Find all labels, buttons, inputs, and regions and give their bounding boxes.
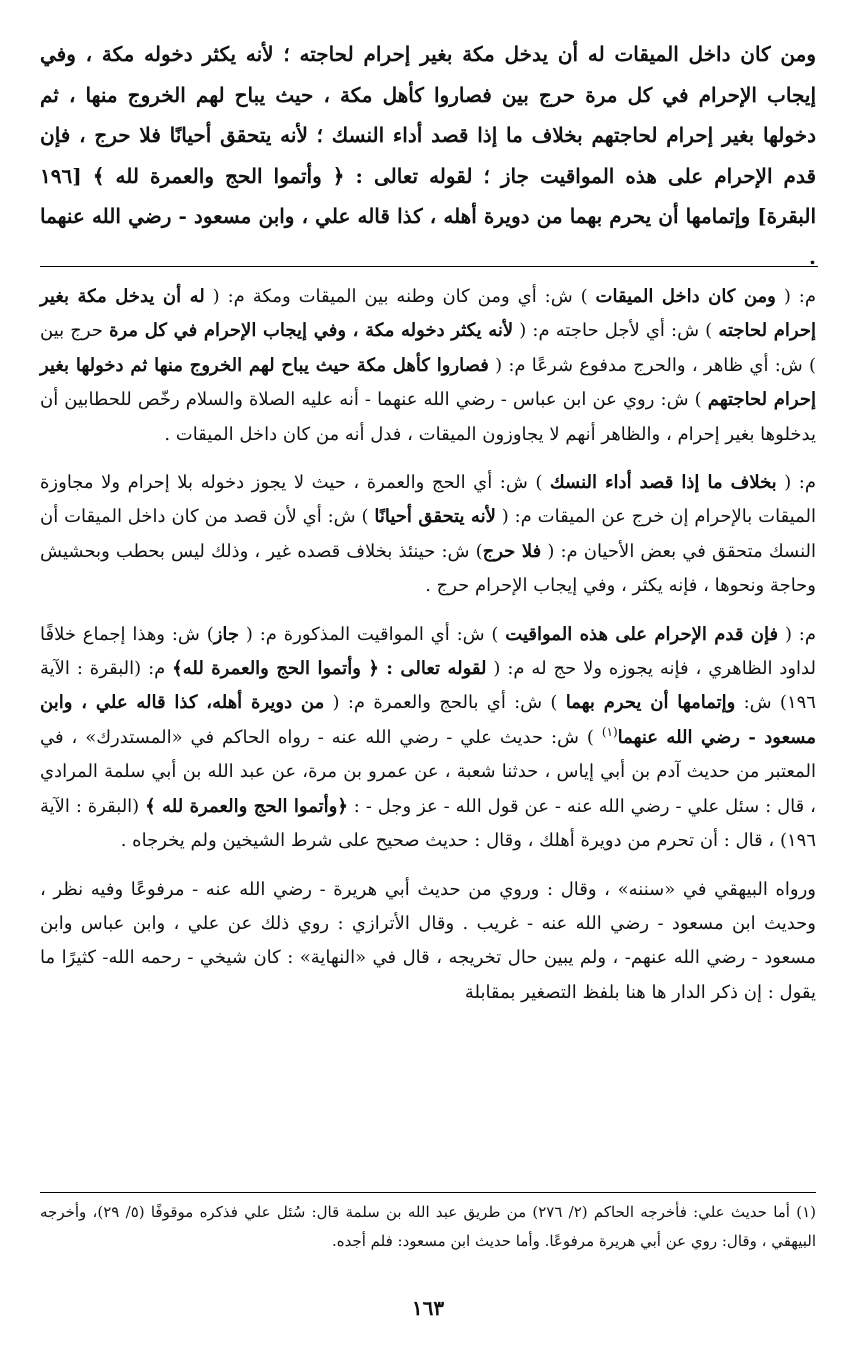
quoted-matn: له أن يدخل مكة بغير إحرام لحاجته bbox=[40, 286, 816, 342]
quoted-matn: بخلاف ما إذا قصد أداء النسك bbox=[549, 472, 777, 494]
footnote-divider bbox=[40, 1192, 816, 1193]
quoted-matn: جاز bbox=[213, 623, 240, 645]
quoted-matn: فلا حرج bbox=[482, 540, 542, 562]
commentary-text: م: ( bbox=[775, 286, 816, 307]
commentary-text: م: (البقرة : الآية ١٩٦) ش: bbox=[40, 658, 816, 714]
commentary-text: م: ( bbox=[778, 623, 817, 645]
commentary-text: ) ش: روي عن ابن عباس - رضي الله عنهما - أنه عليه الصلاة والسلام رخّص للحطابين أن يدخلوها بغير إحرام ، والظاهر أنهم لا يجاوزون الميقات ، فدل أنه من كان داخل الميقات . bbox=[40, 389, 816, 445]
footnote-marker[interactable]: (١) bbox=[601, 724, 618, 739]
page-number: ١٦٣ bbox=[411, 1296, 445, 1320]
commentary-text: ) ش: وهذا إجماع خلافًا لداود الظاهري ، فإنه يجوزه ولا حج له م: ( bbox=[40, 623, 816, 680]
main-text: ومن كان داخل الميقات له أن يدخل مكة بغير إحرام لحاجته ؛ لأنه يكثر دخوله مكة ، وفي إيجاب الإحرام في كل مرة حرج بين فصاروا كأهل مكة ، حيث يباح لهم الخروج منها ، ثم دخولها بغير إحرام لحاجتهم بخلاف ما إذا قصد أداء النسك ؛ لأنه يتحقق أحيانًا فلا حرج ، فإن قدم الإحرام على هذه المواقيت جاز ؛ لقوله تعالى : ﴿ وأتموا الحج والعمرة لله ﴾ [١٩٦ البقرة] وإتمامها أن يحرم بهما من دويرة أهله ، كذا قاله علي ، وابن مسعود - رضي الله عنهما . bbox=[40, 42, 816, 269]
commentary-paragraph-2 bbox=[40, 466, 816, 604]
quoted-matn: لأنه يكثر دخوله مكة ، وفي إيجاب الإحرام في كل مرة bbox=[109, 320, 514, 342]
commentary-text: ) ش: أي الحج والعمرة ، حيث لا يجوز دخوله بلا إحرام ولا مجاوزة الميقات بالإحرام إن خرج عن الميقات م: ( bbox=[40, 472, 817, 528]
commentary-text: ) ش: أي ومن كان وطنه بين الميقات ومكة م: ( bbox=[204, 286, 596, 307]
commentary-paragraph-3 bbox=[40, 618, 816, 859]
footnote: (١) أما حديث علي: فأخرجه الحاكم (٢/ ٢٧٦) من طريق عبد الله بن سلمة قال: سُئل علي فذكره موقوفًا (٥/ ٢٩)، وأخرجه البيهقي ، وقال: روي عن أبي هريرة مرفوعًا. وأما حديث ابن مسعود: فلم أجده. bbox=[40, 1203, 817, 1250]
quoted-matn: لأنه يتحقق أحيانًا bbox=[374, 506, 496, 528]
commentary-text: ) ش: حينئذ بخلاف قصده غير ، وذلك ليس بحطب وبحشيش وحاجة ونحوها ، فإنه يكثر ، وفي إيجاب الإحرام حرج . bbox=[40, 540, 816, 597]
commentary bbox=[40, 280, 816, 1024]
commentary-text: ) ش: حديث علي - رضي الله عنه - رواه الحاكم في «المستدرك» ، في المعتبر من حديث آدم بن أبي إياس ، حدثنا شعبة ، عن عمرو بن مرة، عن عبد الله بن أبي سلمة المرادي ، قال : سئل علي - رضي الله عنه - عن قول الله - عز وجل - : bbox=[40, 726, 816, 817]
section-divider bbox=[40, 266, 818, 267]
quoted-matn: فإن قدم الإحرام على هذه المواقيت bbox=[505, 623, 779, 645]
quran-quote: ﴿وأتموا الحج والعمرة لله ﴾ bbox=[145, 795, 348, 817]
quoted-matn: فصاروا كأهل مكة حيث يباح لهم الخروج منها ثم دخولها بغير إحرام لحاجتهم bbox=[40, 354, 816, 411]
commentary-text: ) ش: أي لأن قصد من كان داخل الميقات أن النسك متحقق في بعض الأحيان م: ( bbox=[40, 506, 816, 562]
commentary-text: حرج بين ) ش: أي ظاهر ، والحرج مدفوع شرعًا م: ( bbox=[40, 320, 816, 376]
quoted-matn: لقوله تعالى : ﴿ وأتموا الحج والعمرة لله﴾ bbox=[172, 658, 487, 680]
quoted-matn: وإتمامها أن يحرم بهما bbox=[565, 692, 736, 714]
commentary-text: ) ش: أي بالحج والعمرة م: ( bbox=[324, 692, 566, 714]
commentary-text: ) ش: أي المواقيت المذكورة م: ( bbox=[239, 623, 506, 645]
commentary-text: م: ( bbox=[776, 472, 816, 494]
commentary-text: (البقرة : الآية ١٩٦) ، قال : أن تحرم من دويرة أهلك ، وقال : حديث صحيح على شرط الشيخين ولم يخرجاه . bbox=[40, 795, 816, 852]
commentary-paragraph-1 bbox=[40, 280, 816, 452]
commentary-text: ) ش: أي لأجل حاجته م: ( bbox=[513, 320, 719, 342]
commentary-paragraph-4: ورواه البيهقي في «سننه» ، وقال : وروي من حديث أبي هريرة - رضي الله عنه - مرفوعًا وفيه نظر ، وحديث ابن مسعود - رضي الله عنه - غريب . وقال الأترازي : روي ذلك عن علي ، وابن عباس وابن مسعود - رضي الله عنهم- ، ولم يبين حال تخريجه ، قال في «النهاية» : كان شيخي - رحمه الله- كثيرًا ما يقول : إن ذكر الدار ها هنا بلفظ التصغير بمقابلة bbox=[40, 878, 816, 1003]
quoted-matn: ومن كان داخل الميقات bbox=[595, 286, 776, 307]
quoted-matn: من دويرة أهله، كذا قاله علي ، وابن مسعود - رضي الله عنهما bbox=[40, 692, 816, 748]
